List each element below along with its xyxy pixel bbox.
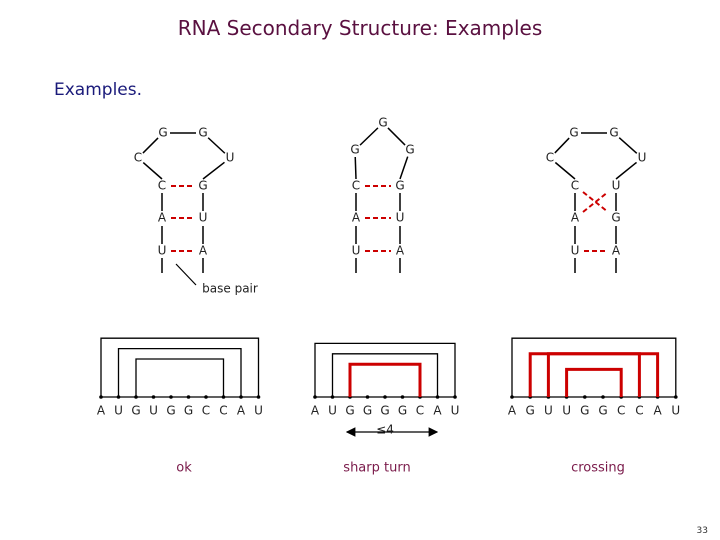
loop-backbone [400,157,408,179]
section-heading: Examples. [54,80,143,100]
sequence-base: G [397,403,408,418]
nucleotide: A [611,243,621,258]
arc-diagram-2 [311,343,460,417]
loop-nucleotide: G [350,142,360,157]
loop-nucleotide: G [609,125,619,140]
hairpin-3 [546,126,647,274]
nucleotide: U [198,210,208,225]
pair-arc [315,343,455,397]
caption-ok: ok [176,460,192,476]
pair-arc [512,338,676,397]
highlighted-pair-arc [567,369,622,397]
sequence-base: A [653,403,662,418]
sequence-position [583,395,587,399]
sequence-base: U [450,403,460,418]
nucleotide: U [395,210,405,225]
loop-backbone [555,163,575,179]
nucleotide: A [351,210,361,225]
nucleotide: A [157,210,167,225]
sequence-base: A [310,403,320,418]
sequence-position [601,395,605,399]
loop-nucleotide: G [158,125,168,140]
sequence-base: U [328,403,337,418]
sequence-position [169,395,173,399]
nucleotide: G [611,210,621,225]
sequence-position [383,395,387,399]
loop-nucleotide: G [405,142,415,157]
arc-diagram-3 [508,338,680,417]
nucleotide: A [395,243,405,258]
sequence-base: U [671,403,681,418]
highlighted-pair-arc [350,364,420,397]
nucleotide: A [570,210,580,225]
sequence-base: G [598,403,608,418]
sequence-base: A [96,403,106,418]
nucleotide: U [611,178,621,193]
loop-nucleotide: U [225,150,235,165]
nucleotide: U [157,243,167,258]
nucleotide: U [351,243,361,258]
loop-nucleotide: U [637,150,647,165]
sequence-base: C [219,403,228,418]
loop-backbone [619,138,637,154]
sequence-base: G [131,403,141,418]
loop-nucleotide: G [198,125,208,140]
sequence-base: G [183,403,194,418]
loop-backbone [616,162,637,179]
sequence-base: C [415,403,425,418]
nucleotide: A [198,243,208,258]
nucleotide: C [157,178,167,193]
loop-nucleotide: G [569,125,579,140]
loop-nucleotide: C [545,150,555,165]
sequence-base: G [525,403,535,418]
sequence-base: C [617,403,626,418]
caption-crossing: crossing [571,460,625,476]
sequence-base: C [635,403,644,418]
base-pair-pointer [176,264,196,285]
hairpin-1 [134,126,235,274]
nucleotide: C [570,178,580,193]
loop-backbone [355,157,356,179]
loop-backbone [555,138,569,153]
sequence-base: G [345,403,355,418]
loop-backbone [143,138,158,153]
hairpin-2 [350,116,414,274]
pair-arc [136,359,224,397]
pair-arc [119,349,242,397]
nucleotide: G [395,178,405,193]
base-pair-label: base pair [202,281,258,296]
sequence-base: A [507,403,517,418]
sequence-base: U [114,403,123,418]
highlighted-pair-arc [548,354,657,397]
loop-backbone [388,128,405,145]
arc-diagrams [97,338,680,417]
pair-arc [333,354,438,397]
sequence-base: U [562,403,571,418]
sequence-base: C [201,403,211,418]
sequence-base: A [236,403,246,418]
sequence-base: U [544,403,553,418]
loop-backbone [203,162,224,179]
loop-backbone [208,138,225,153]
sequence-position [204,395,208,399]
nucleotide: C [351,178,361,193]
nucleotide: U [570,243,580,258]
loop-backbone [143,163,162,179]
sequence-position [152,395,156,399]
sequence-base: A [433,403,442,418]
sequence-base: G [362,403,373,418]
page-number: 33 [696,526,708,536]
caption-sharp-turn: sharp turn [343,460,411,476]
loop-nucleotide: G [378,115,388,130]
slide-title: RNA Secondary Structure: Examples [177,16,543,40]
sequence-base: G [580,403,590,418]
arc-diagram-1 [97,338,263,417]
sequence-base: G [166,403,176,418]
hairpin-structures [134,116,647,274]
sequence-base: U [149,403,158,418]
loop-backbone [360,128,378,145]
sequence-base: G [380,403,390,418]
nucleotide: G [198,178,208,193]
sequence-position [187,395,191,399]
loop-nucleotide: C [133,150,143,165]
highlighted-pair-arc [530,354,639,397]
sequence-position [401,395,405,399]
sequence-position [366,395,370,399]
constraint-label: ≤4 [376,422,394,437]
sequence-base: U [254,403,263,418]
pair-arc [101,338,259,397]
